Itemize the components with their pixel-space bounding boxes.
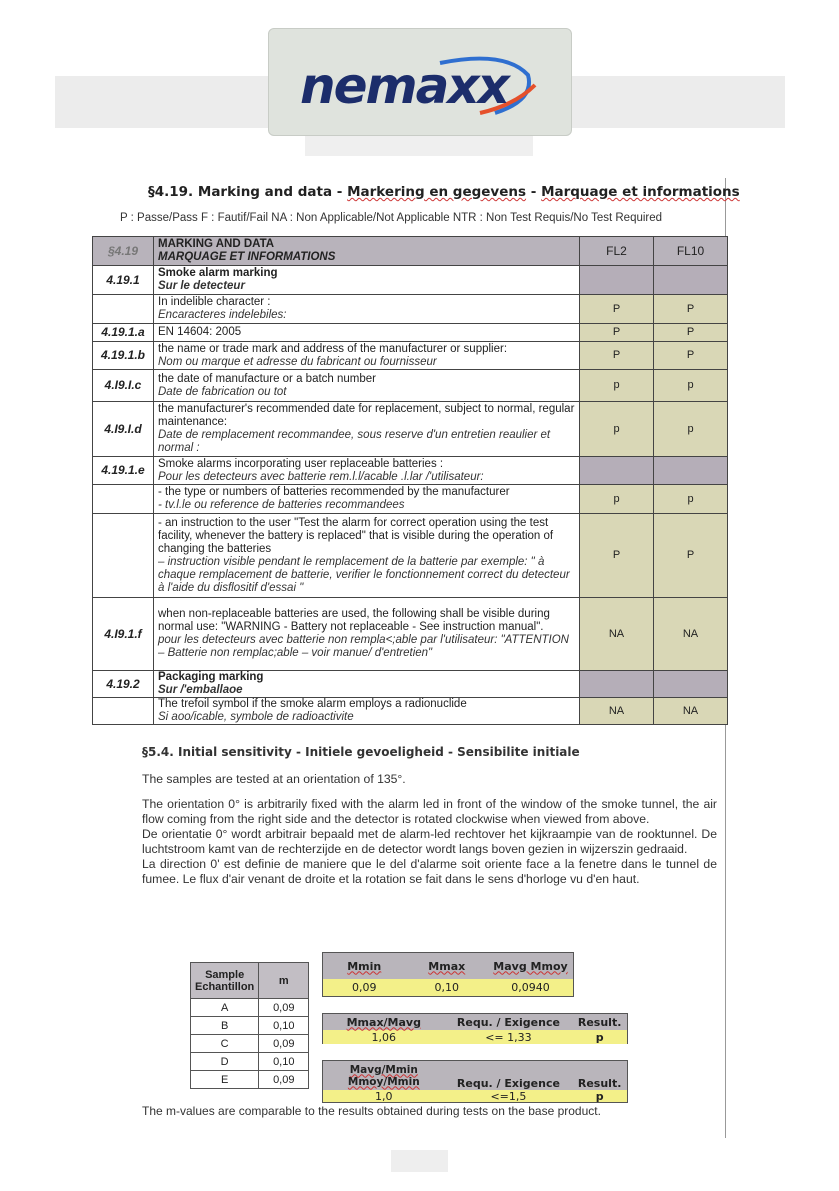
row-fl10-result: P: [654, 342, 728, 370]
row-fl10-result: [654, 671, 728, 698]
row-text-fr: Nom ou marque et adresse du fabricant ou fournisseur: [158, 355, 437, 368]
row-code: 4.19.1.a: [93, 324, 154, 342]
row-code: [93, 514, 154, 598]
row-description: [154, 485, 580, 514]
sample-row: [191, 1053, 309, 1071]
row-fl2-result: NA: [580, 698, 654, 725]
row-text-en: EN 14604: 2005: [158, 326, 242, 338]
row-text-en: The trefoil symbol if the smoke alarm employs a radionuclide: [158, 698, 467, 710]
sample-row: [191, 1017, 309, 1035]
row-description: [154, 370, 580, 402]
row-description: [154, 266, 580, 295]
paragraph-en: The orientation 0° is arbitrarily fixed with the alarm led in front of the window of the smoke tunnel, the air flow coming from the right side and the detector is rotated clockwise when viewed from above.: [142, 797, 717, 826]
row-fl10-result: P: [654, 324, 728, 342]
row-code: 4.I9.I.c: [93, 370, 154, 402]
ratio2-value: 1,0: [375, 1089, 393, 1103]
row-description: [154, 671, 580, 698]
row-description: [154, 295, 580, 324]
row-fl2-result: P: [580, 324, 654, 342]
page-number-box: [391, 1150, 448, 1172]
row-text-en: Packaging marking: [158, 671, 264, 683]
table-row: [93, 457, 728, 485]
sample-id: C: [191, 1035, 259, 1053]
paragraph-fr: La direction 0' est definie de maniere que le del d'alarme soit oriente face a la fenetre dans le tunnel de fumee. Le flux d'air venant de droite et la rotation se fait dans le sens d'horloge vu d'en haut.: [142, 857, 717, 886]
row-description: [154, 598, 580, 671]
table-row: [93, 402, 728, 457]
row-fl10-result: P: [654, 295, 728, 324]
ratio2-req: <=1,5: [490, 1089, 527, 1103]
table-row: [93, 324, 728, 342]
mmin-value: 0,09: [352, 981, 377, 994]
ratio1-req-label: Requ. / Exigence: [456, 1015, 560, 1029]
header-section-code: §4.19: [93, 237, 154, 266]
row-text-fr: – instruction visible pendant le remplacement de la batterie par exemple: " à chaque remplacement de batterie, verifier le fonctionnement correct du detecteur à l'aide du disflositif d'essai ": [158, 555, 570, 594]
row-code: 4.I9.1.f: [93, 598, 154, 671]
row-text-en: - an instruction to the user "Test the alarm for correct operation using the test facility, whenever the battery is replaced" that is visible during the operation of changing the batteries: [158, 516, 554, 555]
section-5-4-title: §5.4. Initial sensitivity - Initiele gevoeligheid - Sensibilite initiale: [142, 745, 580, 759]
row-code: [93, 295, 154, 324]
row-fl2-result: [580, 671, 654, 698]
row-fl10-result: p: [654, 402, 728, 457]
section-5-4: [142, 745, 717, 897]
table-row: [93, 266, 728, 295]
row-text-fr: Sur le detecteur: [158, 280, 245, 292]
table-row: [93, 370, 728, 402]
sample-m: 0,10: [259, 1017, 309, 1035]
row-text-en: Smoke alarm marking: [158, 267, 278, 279]
row-description: [154, 324, 580, 342]
row-text-en: the date of manufacture or a batch number: [158, 372, 376, 385]
mmax-label: Mmax: [428, 959, 466, 973]
paragraph-orientation-135: The samples are tested at an orientation of 135°.: [142, 772, 406, 786]
row-fl10-result: [654, 457, 728, 485]
table-row: [93, 671, 728, 698]
row-code: 4.I9.I.d: [93, 402, 154, 457]
row-fl10-result: [654, 266, 728, 295]
conclusion-text: The m-values are comparable to the results obtained during tests on the base product.: [142, 1104, 601, 1118]
row-text-fr: Date de remplacement recommandee, sous reserve d'un entretien reaulier et normal :: [158, 429, 551, 454]
row-fl2-result: p: [580, 402, 654, 457]
row-text-en: the manufacturer's recommended date for replacement, subject to normal, regular maintenance:: [158, 403, 575, 428]
ratio1-result-label: Result.: [577, 1015, 622, 1029]
ratio1-result: p: [595, 1030, 604, 1044]
table-row: [93, 598, 728, 671]
row-fl2-result: NA: [580, 598, 654, 671]
row-fl2-result: [580, 457, 654, 485]
sample-m: 0,09: [259, 1035, 309, 1053]
sample-row: [191, 1035, 309, 1053]
result-legend: P : Passe/Pass F : Fautif/Fail NA : Non Applicable/Not Applicable NTR : Non Test Requis/No Test Required: [120, 212, 663, 224]
table-row: [93, 514, 728, 598]
section-4-19-title: §4.19. Marking and data - Markering en gegevens - Marquage et informations: [148, 184, 740, 200]
ratio1-label: Mmax/Mavg: [346, 1015, 421, 1029]
ratio-avg-min-box: [322, 1060, 628, 1103]
row-code: 4.19.1: [93, 266, 154, 295]
row-text-en: In indelible character :: [158, 296, 271, 308]
row-code: [93, 485, 154, 514]
row-fl10-result: P: [654, 514, 728, 598]
sample-table: [190, 962, 309, 1089]
row-text-fr: Pour les detecteurs avec batterie rem.l.l/acable .l.lar /'utilisateur:: [158, 470, 484, 483]
ratio2-result: p: [595, 1089, 604, 1103]
row-code: 4.19.1.b: [93, 342, 154, 370]
row-description: [154, 698, 580, 725]
mmax-value: 0,10: [434, 981, 459, 994]
row-description: [154, 342, 580, 370]
header-title: MARKING AND DATA MARQUAGE ET INFORMATIONS: [154, 237, 580, 266]
sample-id: D: [191, 1053, 259, 1071]
sample-id: A: [191, 999, 259, 1017]
ratio2-result-label: Result.: [577, 1077, 622, 1090]
row-text-en: when non-replaceable batteries are used, the following shall be visible during normal use: "WARNING - Battery not replaceable - See instruction manual".: [158, 608, 550, 633]
row-text-fr: Sur /'emballaoe: [158, 684, 243, 696]
row-description: [154, 402, 580, 457]
marking-table: [92, 236, 728, 725]
ratio2-label: Mavg/Mmin Mmoy/Mmin: [347, 1063, 420, 1088]
mavg-value: 0,0940: [511, 981, 550, 994]
row-fl10-result: NA: [654, 598, 728, 671]
row-code: [93, 698, 154, 725]
row-fl2-result: p: [580, 485, 654, 514]
sample-id: E: [191, 1071, 259, 1089]
row-text-fr: - tv.l.le ou reference de batteries recommandees: [158, 499, 405, 511]
table-row: [93, 698, 728, 725]
row-text-fr: Si aoo/icable, symbole de radioactivite: [158, 711, 354, 723]
header-plate-foot: [305, 136, 533, 156]
table-row: [93, 342, 728, 370]
row-fl10-result: NA: [654, 698, 728, 725]
sample-row: [191, 999, 309, 1017]
row-fl2-result: [580, 266, 654, 295]
header-fl2: FL2: [580, 237, 654, 266]
row-code: 4.19.1.e: [93, 457, 154, 485]
row-text-en: - the type or numbers of batteries recommended by the manufacturer: [158, 486, 510, 498]
header-fl10: FL10: [654, 237, 728, 266]
sample-header: Sample Echantillon: [191, 963, 259, 999]
ratio-max-avg-box: [322, 1013, 628, 1044]
row-fl10-result: p: [654, 485, 728, 514]
row-fl2-result: P: [580, 514, 654, 598]
sample-row: [191, 1071, 309, 1089]
row-code: 4.19.2: [93, 671, 154, 698]
svg-text:nemaxx: nemaxx: [300, 57, 508, 115]
row-text-en: the name or trade mark and address of the manufacturer or supplier:: [158, 342, 508, 355]
paragraph-nl: De orientatie 0° wordt arbitrair bepaald met de alarm-led rechtover het kijkraampie van de rooktunnel. De luchtstroom kamt van de rechterzijde en de detector wordt langs boven gezien in wijzerszin gedraaid.: [142, 827, 717, 856]
sample-id: B: [191, 1017, 259, 1035]
row-fl2-result: P: [580, 342, 654, 370]
row-description: [154, 457, 580, 485]
table-header-row: [93, 237, 728, 266]
sample-m: 0,10: [259, 1053, 309, 1071]
row-text-fr: Date de fabrication ou tot: [158, 385, 287, 398]
mavg-label: Mavg Mmoy: [493, 959, 568, 973]
sample-m: 0,09: [259, 999, 309, 1017]
stats-box: [322, 952, 574, 997]
ratio2-req-label: Requ. / Exigence: [456, 1077, 560, 1090]
m-header: m: [259, 963, 309, 999]
row-fl10-result: p: [654, 370, 728, 402]
table-row: [93, 485, 728, 514]
nemaxx-logo: [290, 55, 550, 115]
ratio1-value: 1,06: [371, 1030, 397, 1044]
sample-m: 0,09: [259, 1071, 309, 1089]
row-text-fr: Encaracteres indelebiles:: [158, 309, 287, 321]
row-description: [154, 514, 580, 598]
table-row: [93, 295, 728, 324]
row-text-fr: pour les detecteurs avec batterie non rempla<;able par l'utilisateur: "ATTENTION – Batterie non remplac;able – voir manue/ d'entretien": [158, 634, 569, 659]
ratio1-req: <= 1,33: [485, 1030, 532, 1044]
row-fl2-result: P: [580, 295, 654, 324]
row-text-en: Smoke alarms incorporating user replaceable batteries :: [158, 457, 444, 470]
row-fl2-result: p: [580, 370, 654, 402]
mmin-label: Mmin: [347, 959, 382, 973]
